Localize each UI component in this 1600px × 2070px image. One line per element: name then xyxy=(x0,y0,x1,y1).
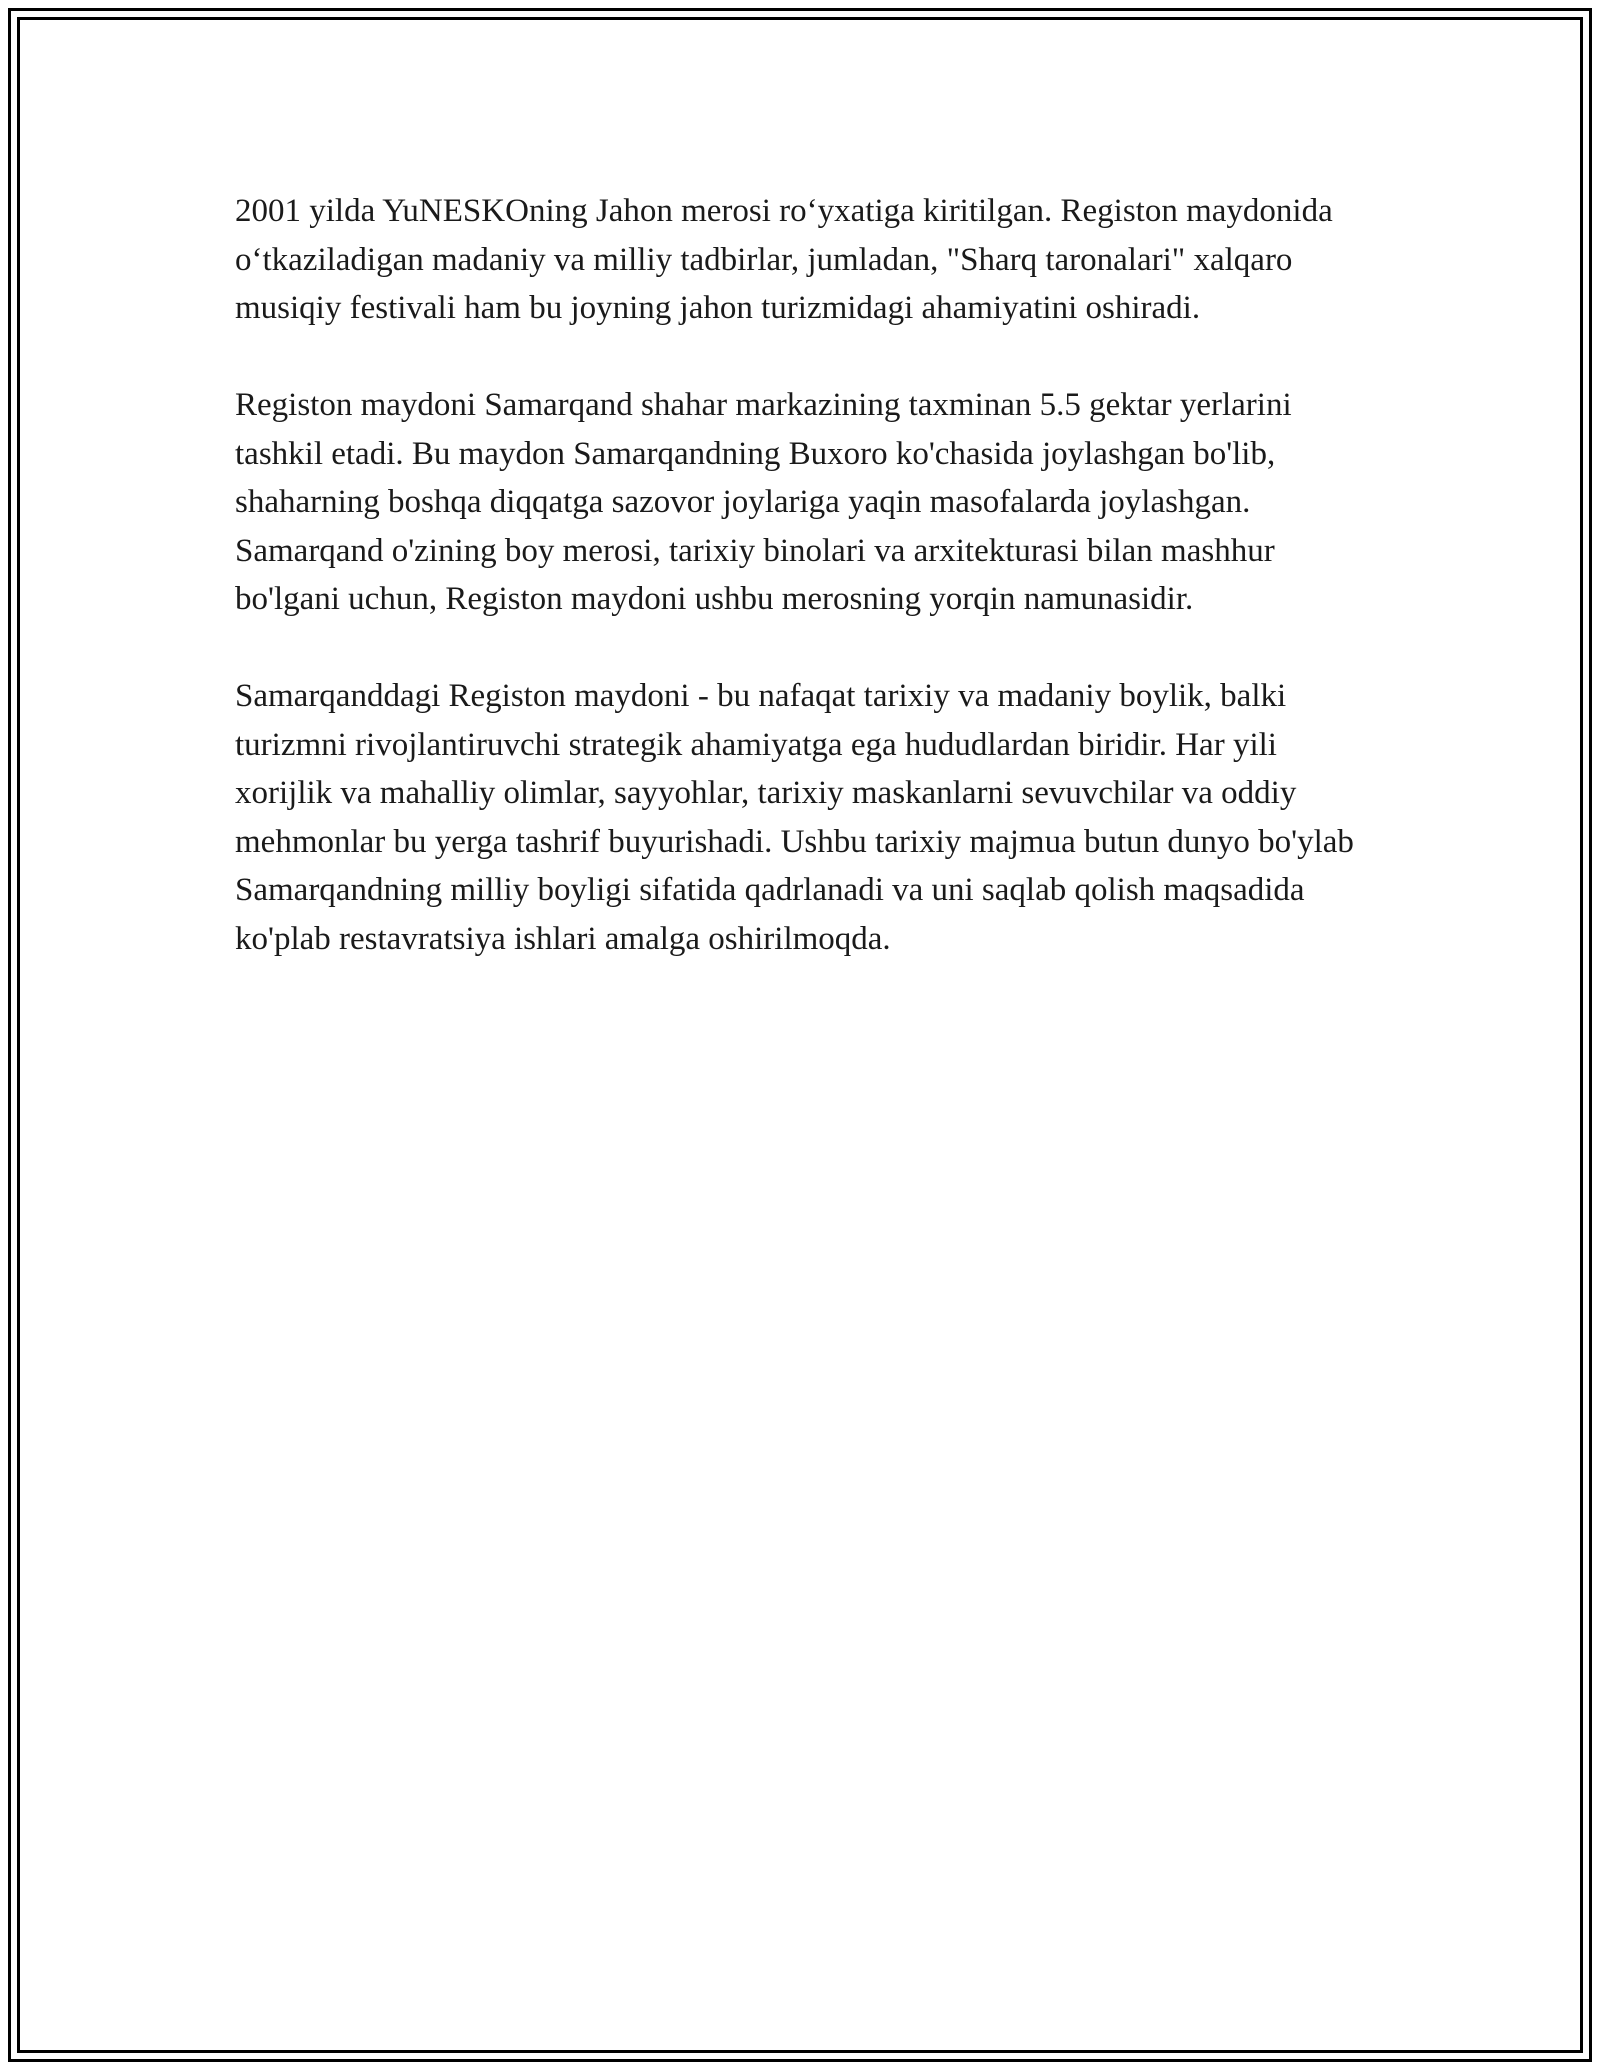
paragraph-registon-location: Registon maydoni Samarqand shahar markazining taxminan 5.5 gektar yerlarini tashkil etadi. Bu maydon Samarqandning Buxoro ko'chasida joylashgan bo'lib, shaharning boshqa diqqatga sazovor joylariga yaqin masofalarda joylashgan. Samarqand o'zining boy merosi, tarixiy binolari va arxitekturasi bilan mashhur bo'lgani uchun, Registon maydoni ushbu merosning yorqin namunasidir. xyxy=(235,387,1292,617)
paragraph-registon-tourism: Samarqanddagi Registon maydoni - bu nafaqat tarixiy va madaniy boylik, balki turizmni rivojlantiruvchi strategik ahamiyatga ega hududlardan biridir. Har yili xorijlik va mahalliy olimlar, sayyohlar, tarixiy maskanlarni sevuvchilar va oddiy mehmonlar bu yerga tashrif buyurishadi. Ushbu tarixiy majmua butun dunyo bo'ylab Samarqandning milliy boyligi sifatida qadrlanadi va uni saqlab qolish maqsadida ko'plab restavratsiya ishlari amalga oshirilmoqda. xyxy=(235,678,1354,957)
document-body xyxy=(235,187,1365,963)
paragraph-unesco: 2001 yilda YuNESKOning Jahon merosi ro‘yxatiga kiritilgan. Registon maydonida o‘tkaziladigan madaniy va milliy tadbirlar, jumladan, "Sharq taronalari" xalqaro musiqiy festivali ham bu joyning jahon turizmidagi ahamiyatini oshiradi. xyxy=(235,193,1333,326)
